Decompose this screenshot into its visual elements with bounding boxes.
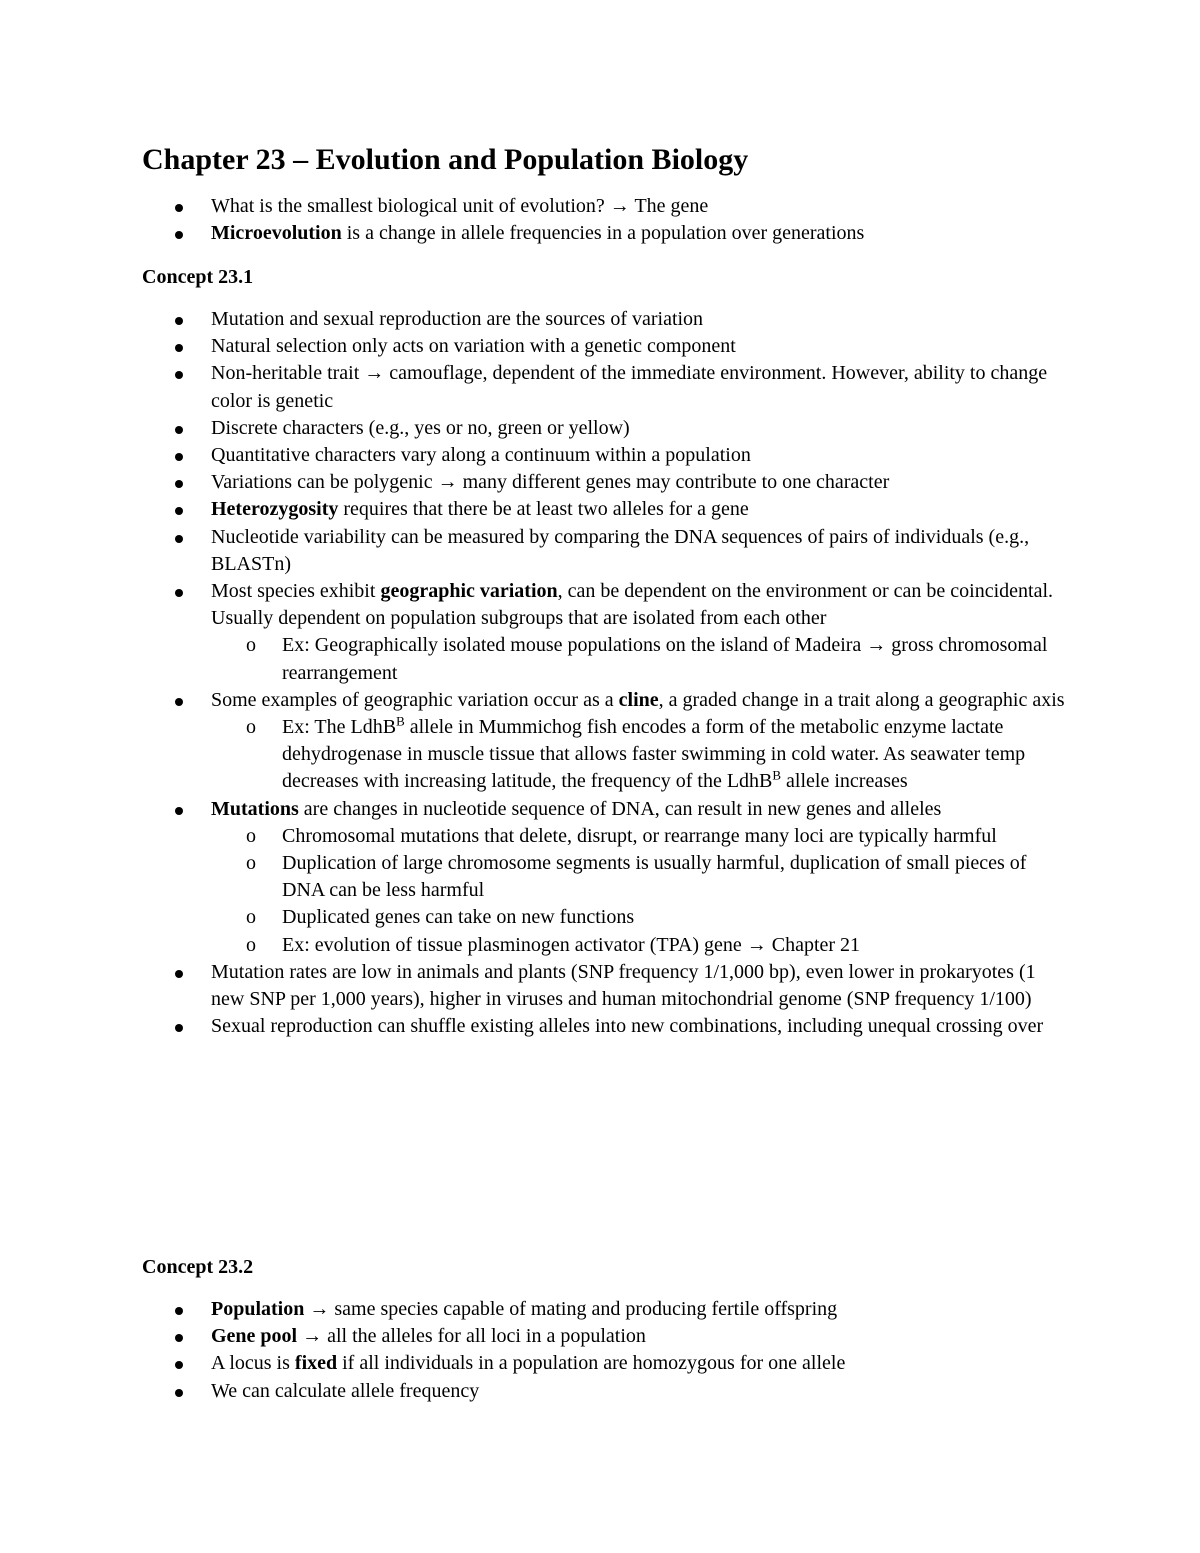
list-item: We can calculate allele frequency bbox=[0, 1378, 1071, 1405]
bullet-icon bbox=[175, 371, 183, 379]
bullet-icon bbox=[175, 1361, 183, 1369]
sub-list-item: o Ex: evolution of tissue plasminogen activator (TPA) gene → Chapter 21 bbox=[0, 932, 1062, 959]
term-cline: cline bbox=[618, 688, 659, 711]
list-item: Sexual reproduction can shuffle existing alleles into new combinations, including unequal crossing over bbox=[0, 1013, 1071, 1040]
sub-bullet-icon: o bbox=[246, 824, 256, 847]
list-item: Some examples of geographic variation occur as a cline, a graded change in a trait along a geographic axis bbox=[0, 687, 1071, 714]
page-title: Chapter 23 – Evolution and Population Biology bbox=[142, 143, 749, 176]
concept-23-2-list bbox=[0, 1296, 1200, 1405]
list-item: Gene pool → all the alleles for all loci in a population bbox=[0, 1323, 1071, 1350]
list-item: Heterozygosity requires that there be at least two alleles for a gene bbox=[0, 496, 1071, 523]
list-item: A locus is fixed if all individuals in a population are homozygous for one allele bbox=[0, 1350, 1071, 1377]
bullet-icon bbox=[175, 344, 183, 352]
list-item: Non-heritable trait → camouflage, dependent of the immediate environment. However, ability to change color is genetic bbox=[0, 360, 1071, 414]
sub-list-item: o Ex: Geographically isolated mouse populations on the island of Madeira → gross chromosomal rearrangement bbox=[246, 634, 1048, 684]
bullet-icon bbox=[175, 1334, 183, 1342]
term-microevolution: Microevolution bbox=[211, 222, 342, 245]
sub-bullet-icon: o bbox=[246, 933, 256, 956]
sub-list-item: o Duplication of large chromosome segments is usually harmful, duplication of small pieces of DNA can be less harmful bbox=[246, 852, 1027, 902]
sub-bullet-icon: o bbox=[246, 906, 256, 929]
bullet-icon bbox=[175, 507, 183, 515]
list-item: Mutations are changes in nucleotide sequence of DNA, can result in new genes and alleles bbox=[0, 796, 1071, 823]
list-item: Discrete characters (e.g., yes or no, green or yellow) bbox=[0, 415, 1071, 442]
intro-list bbox=[0, 193, 1200, 247]
sub-bullet-icon: o bbox=[246, 716, 256, 739]
bullet-icon bbox=[175, 589, 183, 597]
term-gene-pool: Gene pool bbox=[211, 1325, 298, 1348]
bullet-icon bbox=[175, 698, 183, 706]
list-item: Most species exhibit geographic variation, can be dependent on the environment or can be coincidental. Usually dependent on population subgroups that are isolated from each other bbox=[0, 578, 1071, 632]
bullet-icon bbox=[175, 1307, 183, 1315]
term-population: Population bbox=[211, 1298, 305, 1320]
sub-bullet-icon: o bbox=[246, 634, 256, 657]
list-item: Mutation and sexual reproduction are the sources of variation bbox=[0, 306, 1071, 333]
list-item: Quantitative characters vary along a continuum within a population bbox=[0, 442, 1071, 469]
bullet-icon bbox=[175, 426, 183, 434]
sub-bullet-icon: o bbox=[246, 852, 256, 875]
concept-23-1-list bbox=[0, 306, 1200, 1040]
term-fixed: fixed bbox=[294, 1352, 338, 1375]
bullet-icon bbox=[175, 204, 183, 212]
bullet-icon bbox=[175, 480, 183, 488]
bullet-icon bbox=[175, 317, 183, 325]
section-heading-concept-23-2: Concept 23.2 bbox=[142, 1256, 254, 1278]
sub-list-item: o Chromosomal mutations that delete, disrupt, or rearrange many loci are typically harmful bbox=[0, 823, 1062, 850]
list-item: Variations can be polygenic → many different genes may contribute to one character bbox=[0, 469, 1071, 496]
bullet-icon bbox=[175, 231, 183, 239]
bullet-icon bbox=[175, 1024, 183, 1032]
sub-list-item: o Ex: The LdhB$^B$ allele in Mummichog fish encodes a form of the metabolic enzyme lactate dehydrogenase in muscle tissue that allows faster swimming in cold water. As seawater temp decreases with increasing latitude, the frequency of the LdhB$^B$ allele increases bbox=[246, 713, 1026, 793]
list-item: Microevolution is a change in allele frequencies in a population over generations bbox=[0, 220, 1071, 247]
list-item: Nucleotide variability can be measured by comparing the DNA sequences of pairs of individuals (e.g., BLASTn) bbox=[0, 524, 1071, 578]
list-item: Mutation rates are low in animals and plants (SNP frequency 1/1,000 bp), even lower in prokaryotes (1 new SNP per 1,000 years), higher in viruses and human mitochondrial genome (SNP frequency 1/100) bbox=[0, 959, 1071, 1013]
term-mutations: Mutations bbox=[211, 797, 299, 820]
bullet-icon bbox=[175, 453, 183, 461]
bullet-icon bbox=[175, 535, 183, 543]
sub-list-item: o Duplicated genes can take on new functions bbox=[0, 904, 1062, 931]
term-heterozygosity: Heterozygosity bbox=[211, 498, 339, 521]
term-geographic-variation: geographic variation bbox=[380, 580, 558, 603]
bullet-icon bbox=[175, 807, 183, 815]
bullet-icon bbox=[175, 1389, 183, 1397]
list-item: What is the smallest biological unit of evolution? → The gene bbox=[0, 193, 1071, 220]
list-item: Natural selection only acts on variation with a genetic component bbox=[0, 333, 1071, 360]
list-item: Population → same species capable of mating and producing fertile offspring bbox=[0, 1296, 1071, 1323]
bullet-icon bbox=[175, 970, 183, 978]
section-heading-concept-23-1: Concept 23.1 bbox=[142, 266, 254, 288]
